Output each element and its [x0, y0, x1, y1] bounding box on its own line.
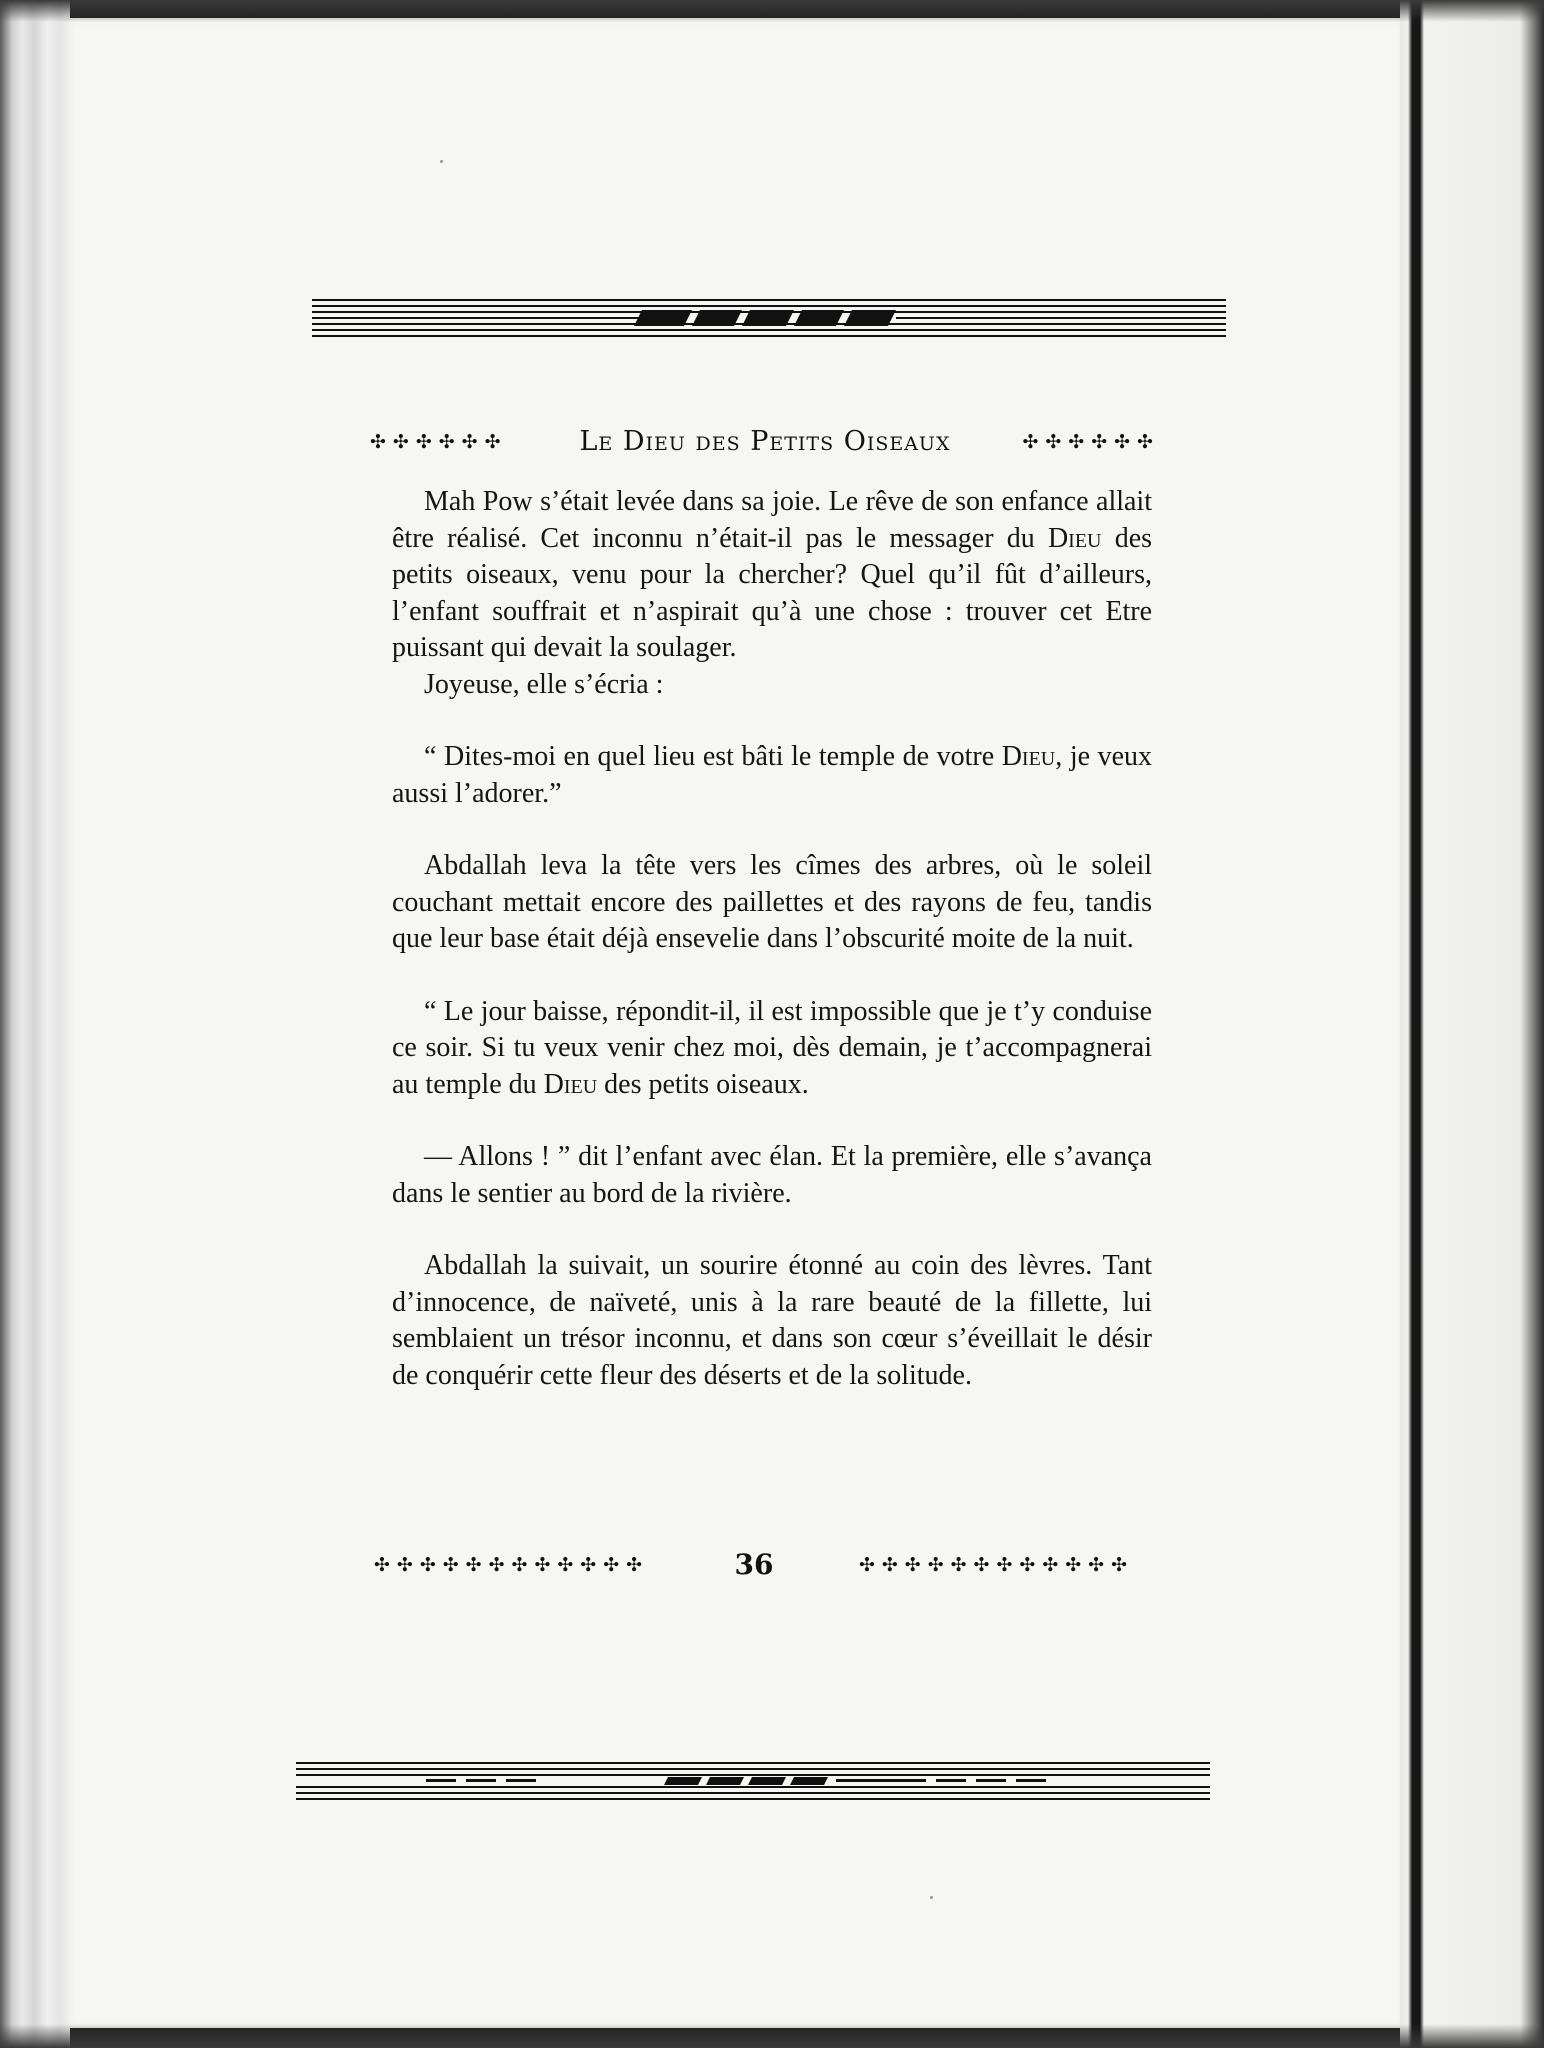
paragraph: Mah Pow s’était levée dans sa joie. Le rêve de son enfance allait être réalisé. Cet inconnu n’était-il pas le messager du Dieu des petits oiseaux, venu pour la chercher? Quel qu’il fût d’ailleurs, l’enfant souffrait et n’aspirait qu’à une chose : trouver cet Etre puissant qui devait la soulager.: [392, 486, 1153, 663]
paragraph: — Allons ! ” dit l’enfant avec élan. Et la première, elle s’avança dans le sentier au bord de la rivière.: [392, 1141, 1152, 1209]
paper-speck: [930, 1896, 933, 1899]
header-crosses-left: ✣✣✣✣✣✣: [370, 430, 508, 453]
footer-crosses-right: ✣✣✣✣✣✣✣✣✣✣✣✣: [858, 1553, 1134, 1576]
running-header: [370, 426, 1160, 457]
book-spine: [1400, 0, 1544, 2048]
paper-speck: [440, 160, 443, 163]
body-text: [392, 484, 1152, 1394]
header-crosses-right: ✣✣✣✣✣✣: [1022, 430, 1160, 453]
page-number: 36: [734, 1548, 774, 1581]
paragraph: “ Dites-moi en quel lieu est bâti le temple de votre Dieu, je veux aussi l’adorer.”: [392, 741, 1153, 809]
paragraph: Joyeuse, elle s’écria :: [424, 668, 664, 700]
footer-crosses-left: ✣✣✣✣✣✣✣✣✣✣✣✣: [374, 1553, 650, 1576]
page-footer: [374, 1548, 1134, 1581]
dieu-word: Dieu: [1001, 741, 1056, 772]
dieu-word: Dieu: [1047, 522, 1102, 554]
bottom-ornament-rule: [296, 1757, 1210, 1807]
paragraph: Abdallah la suivait, un sourire étonné au coin des lèvres. Tant d’innocence, de naïveté, unis à la rare beauté de la fillette, lui semblaient un trésor inconnu, et dans son cœur s’éveillait le désir de conquérir cette fleur des déserts et de la solitude.: [392, 1250, 1152, 1391]
paragraph: Abdallah leva la tête vers les cîmes des arbres, où le soleil couchant mettait encore des paillettes et des rayons de feu, tandis que leur base était déjà ensevelie dans l’obscurité moite de la nuit.: [392, 850, 1152, 954]
paragraph: “ Le jour baisse, répondit-il, il est impossible que je t’y conduise ce soir. Si tu veux venir chez moi, dès demain, je t’accompagnerai au temple du Dieu des petits oiseaux.: [392, 995, 1152, 1100]
top-shadow: [0, 0, 1544, 22]
bottom-shadow: [0, 2024, 1544, 2048]
dieu-word: Dieu: [543, 1068, 598, 1100]
running-title: Le Dieu des Petits Oiseaux: [579, 426, 951, 457]
top-ornament-rule: [312, 294, 1226, 344]
